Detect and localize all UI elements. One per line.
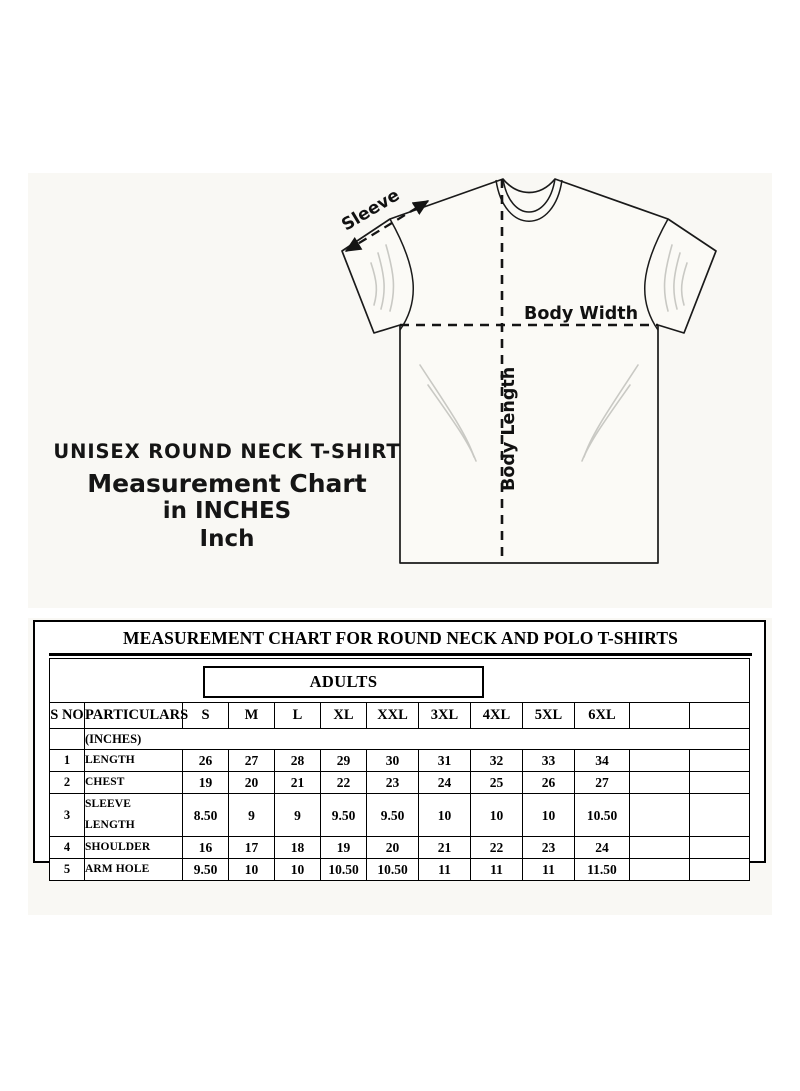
body-width-label: Body Width xyxy=(524,304,639,324)
cell-s: 8.50 xyxy=(183,794,229,837)
row-particulars: ARM HOLE xyxy=(85,859,183,881)
cell-m: 20 xyxy=(229,772,275,794)
header-size-6xl: 6XL xyxy=(575,703,630,729)
cell-4xl: 32 xyxy=(471,750,523,772)
cell-l: 10 xyxy=(275,859,321,881)
cell-l: 28 xyxy=(275,750,321,772)
cell-5xl: 11 xyxy=(523,859,575,881)
row-sno: 2 xyxy=(50,772,85,794)
row-particulars: LENGTH xyxy=(85,750,183,772)
subtitle-unit-inches: in INCHES xyxy=(162,497,292,524)
illustration-panel xyxy=(28,173,772,608)
header-size-5xl: 5XL xyxy=(523,703,575,729)
cell-4xl: 10 xyxy=(471,794,523,837)
table-row xyxy=(50,750,750,772)
cell-xxl: 9.50 xyxy=(367,794,419,837)
measurement-chart-title: MEASUREMENT CHART FOR ROUND NECK AND POLO T-SHIRTS xyxy=(123,628,678,648)
cell-3xl: 10 xyxy=(419,794,471,837)
header-size-3xl: 3XL xyxy=(419,703,471,729)
cell-blank-1 xyxy=(630,750,690,772)
table-row xyxy=(50,794,750,837)
row-sno: 3 xyxy=(50,794,85,837)
header-sno: S NO xyxy=(50,703,85,729)
header-size-4xl: 4XL xyxy=(471,703,523,729)
cell-m: 9 xyxy=(229,794,275,837)
row-sno: 1 xyxy=(50,750,85,772)
table-header-row xyxy=(50,703,750,729)
unit-row xyxy=(50,729,750,750)
measurement-chart-title-box xyxy=(49,624,752,656)
table-row xyxy=(50,772,750,794)
header-particulars: PARTICULARS xyxy=(85,703,183,729)
adults-banner-cell xyxy=(50,659,750,703)
row-particulars: SLEEVE LENGTH xyxy=(85,794,183,837)
cell-m: 10 xyxy=(229,859,275,881)
body-length-label: Body Length xyxy=(499,366,519,491)
cell-6xl: 27 xyxy=(575,772,630,794)
header-size-xl: XL xyxy=(321,703,367,729)
table-row xyxy=(50,837,750,859)
cell-xl: 19 xyxy=(321,837,367,859)
cell-xl: 22 xyxy=(321,772,367,794)
row-sno: 5 xyxy=(50,859,85,881)
cell-l: 21 xyxy=(275,772,321,794)
cell-xl: 9.50 xyxy=(321,794,367,837)
cell-s: 19 xyxy=(183,772,229,794)
chart-heading-block xyxy=(42,441,412,553)
cell-5xl: 23 xyxy=(523,837,575,859)
cell-blank-1 xyxy=(630,772,690,794)
row-particulars: CHEST xyxy=(85,772,183,794)
cell-6xl: 34 xyxy=(575,750,630,772)
table-row xyxy=(50,859,750,881)
cell-blank-2 xyxy=(690,794,750,837)
unit-row-label: (INCHES) xyxy=(85,729,750,750)
header-size-m: M xyxy=(229,703,275,729)
cell-m: 27 xyxy=(229,750,275,772)
cell-3xl: 11 xyxy=(419,859,471,881)
cell-xxl: 20 xyxy=(367,837,419,859)
header-size-l: L xyxy=(275,703,321,729)
cell-xxl: 10.50 xyxy=(367,859,419,881)
cell-m: 17 xyxy=(229,837,275,859)
page-title: UNISEX ROUND NECK T-SHIRT xyxy=(53,440,401,463)
cell-6xl: 10.50 xyxy=(575,794,630,837)
measurement-chart-frame xyxy=(33,620,766,877)
header-blank-1 xyxy=(630,703,690,729)
cell-blank-1 xyxy=(630,859,690,881)
adults-banner-row xyxy=(50,659,750,703)
cell-5xl: 10 xyxy=(523,794,575,837)
header-size-xxl: XXL xyxy=(367,703,419,729)
adults-label: ADULTS xyxy=(309,672,378,691)
measurement-table xyxy=(49,658,750,881)
header-size-s: S xyxy=(183,703,229,729)
cell-blank-2 xyxy=(690,837,750,859)
cell-s: 16 xyxy=(183,837,229,859)
cell-4xl: 25 xyxy=(471,772,523,794)
cell-6xl: 11.50 xyxy=(575,859,630,881)
cell-blank-2 xyxy=(690,859,750,881)
cell-5xl: 33 xyxy=(523,750,575,772)
cell-s: 26 xyxy=(183,750,229,772)
adults-group-box xyxy=(203,666,484,698)
cell-blank-1 xyxy=(630,794,690,837)
cell-3xl: 24 xyxy=(419,772,471,794)
cell-xxl: 23 xyxy=(367,772,419,794)
cell-4xl: 22 xyxy=(471,837,523,859)
sleeve-label: Sleeve xyxy=(338,185,404,236)
cell-s: 9.50 xyxy=(183,859,229,881)
cell-3xl: 31 xyxy=(419,750,471,772)
row-particulars: SHOULDER xyxy=(85,837,183,859)
cell-l: 18 xyxy=(275,837,321,859)
cell-3xl: 21 xyxy=(419,837,471,859)
cell-blank-2 xyxy=(690,750,750,772)
cell-blank-1 xyxy=(630,837,690,859)
cell-5xl: 26 xyxy=(523,772,575,794)
cell-blank-2 xyxy=(690,772,750,794)
subtitle-inch: Inch xyxy=(199,526,255,553)
cell-xl: 29 xyxy=(321,750,367,772)
cell-4xl: 11 xyxy=(471,859,523,881)
subtitle-measurement-chart: Measurement Chart xyxy=(87,469,367,499)
unit-row-sno-cell xyxy=(50,729,85,750)
cell-6xl: 24 xyxy=(575,837,630,859)
row-sno: 4 xyxy=(50,837,85,859)
cell-l: 9 xyxy=(275,794,321,837)
header-blank-2 xyxy=(690,703,750,729)
cell-xxl: 30 xyxy=(367,750,419,772)
cell-xl: 10.50 xyxy=(321,859,367,881)
